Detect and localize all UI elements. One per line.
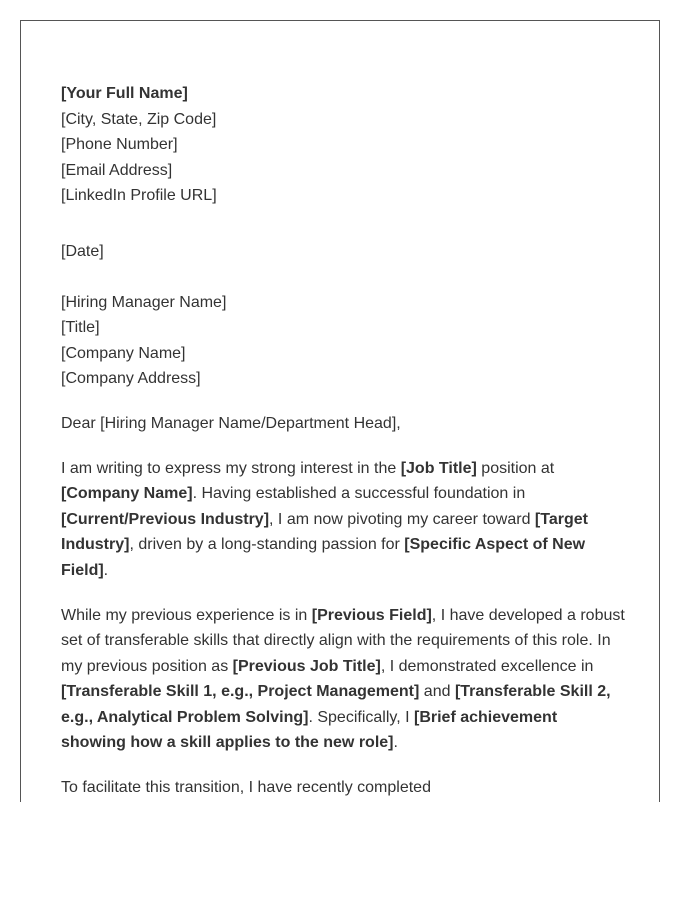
paragraph-text: , driven by a long-standing passion for [129,536,405,554]
paragraph-text: . Specifically, I [308,708,414,726]
placeholder-company-name: [Company Name] [61,485,193,503]
paragraph-text: and [419,683,455,701]
recipient-company: [Company Name] [61,344,186,362]
paragraph-skills [61,603,626,757]
recipient-title: [Title] [61,319,100,337]
placeholder-job-title: [Job Title] [400,459,477,477]
paragraph-text: , I have developed a robust set of transferable skills that directly align with the requirements of this role. In my previous position as [61,606,625,675]
paragraph-text: While my previous experience is in [61,606,312,624]
salutation: Dear [Hiring Manager Name/Department Head], [61,414,401,432]
sender-name: [Your Full Name] [61,85,188,102]
recipient-address: [Company Address] [61,370,201,388]
paragraph-text: position at [476,459,555,477]
paragraph-text: , I am now pivoting my career toward [269,510,535,528]
sender-city-state-zip: [City, State, Zip Code] [61,110,217,128]
placeholder-achievement: [Brief achievement showing how a skill applies to the new role] [61,708,558,752]
recipient-block [61,290,626,392]
paragraph-intro [61,456,626,584]
paragraph-text: . [103,561,109,579]
sender-email: [Email Address] [61,161,173,179]
paragraph-transition [61,775,626,801]
placeholder-target-industry: [Target Industry] [61,510,588,554]
letter-content [61,81,626,801]
placeholder-skill-1: [Transferable Skill 1, e.g., Project Management] [61,683,420,701]
recipient-name: [Hiring Manager Name] [61,293,227,311]
paragraph-text: , I demonstrated excellence in [380,657,594,675]
paragraph-text: . [393,734,398,752]
sender-block [61,81,626,209]
placeholder-previous-field: [Previous Field] [311,606,432,624]
letter-page [20,20,660,802]
placeholder-previous-job-title: [Previous Job Title] [232,657,381,675]
placeholder-current-industry: [Current/Previous Industry] [61,510,270,528]
placeholder-skill-2: [Transferable Skill 2, e.g., Analytical Problem Solving] [61,683,611,726]
paragraph-text: To facilitate this transition, I have recently completed [61,779,431,797]
letter-date: [Date] [61,242,104,260]
sender-phone: [Phone Number] [61,136,178,154]
placeholder-specific-aspect: [Specific Aspect of New Field] [61,536,586,579]
paragraph-text: I am writing to express my strong interest in the [61,459,401,477]
sender-linkedin: [LinkedIn Profile URL] [61,187,217,205]
paragraph-text: . Having established a successful foundation in [192,485,526,503]
